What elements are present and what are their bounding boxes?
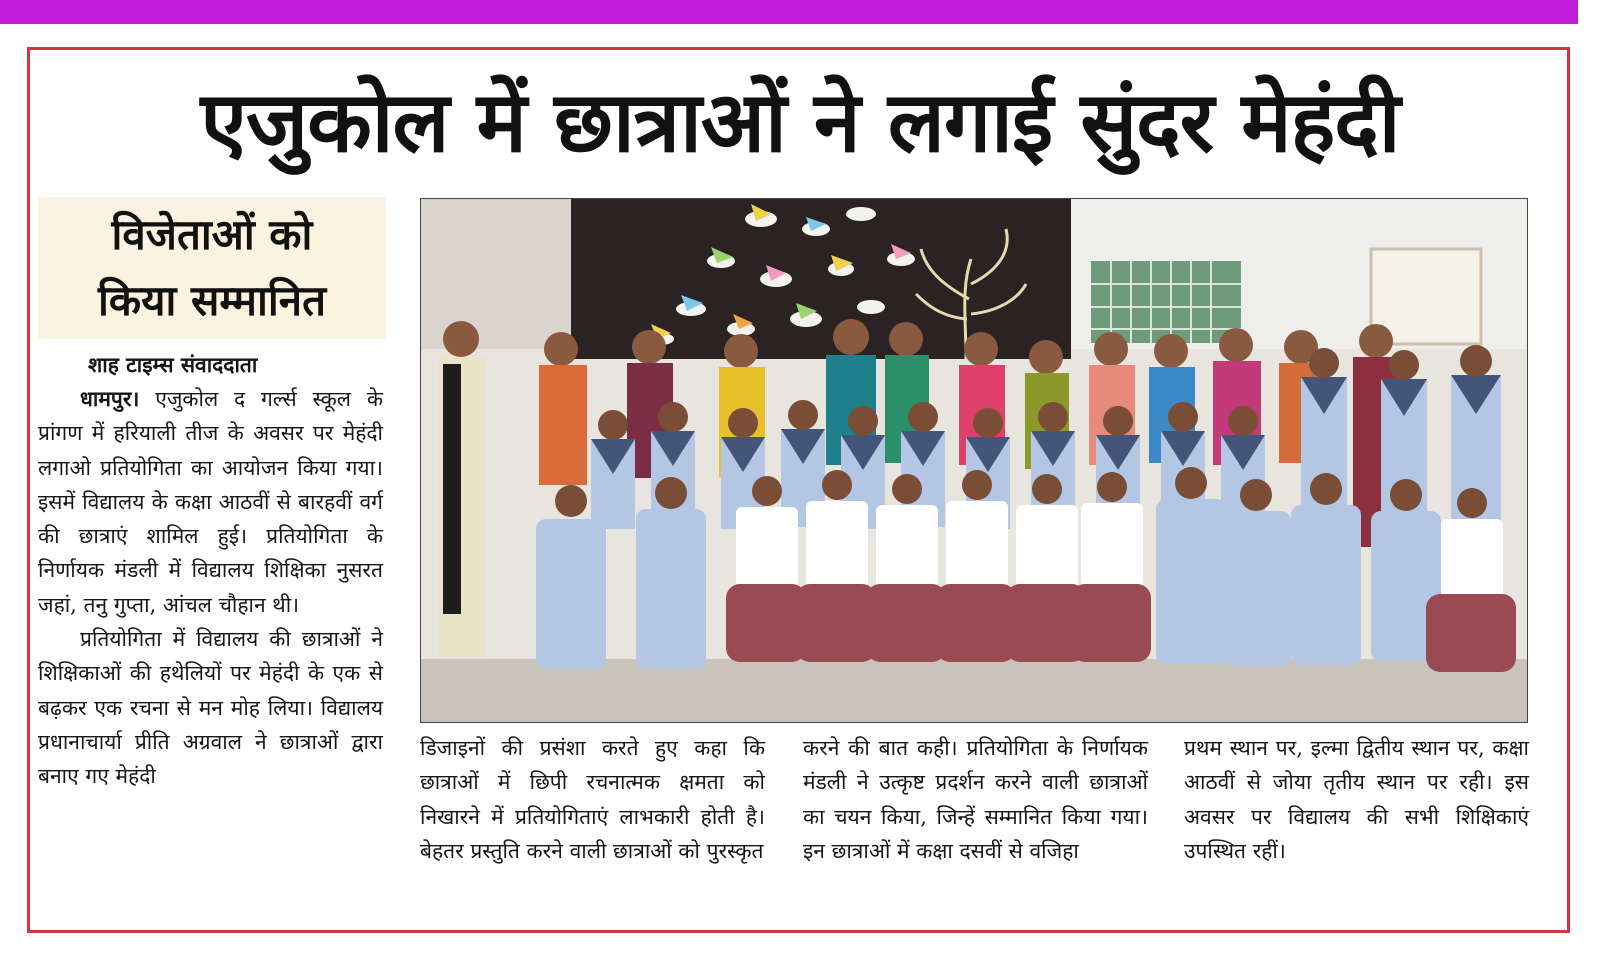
article-column-3 [803, 731, 1148, 906]
subheadline-line1: विजेताओं को [111, 210, 313, 259]
article-paragraph-1 [38, 382, 383, 622]
article-paragraph-2: प्रतियोगिता में विद्यालय की छात्राओं ने शिक्षिकाओं की हथेलियों पर मेहंदी के एक से बढ़कर एक रचना से मन मोह लिया। विद्यालय प्रधानाचार्या प्रीति अग्रवाल ने छात्राओं द्वारा बनाए गए मेहंदी [38, 627, 383, 789]
article-column-2 [420, 731, 765, 906]
subheadline-line2: किया सम्मानित [97, 276, 327, 325]
next-headline-text [30, 943, 1550, 976]
top-color-band [0, 0, 1578, 24]
article-text-1: एजुकोल द गर्ल्स स्कूल के प्रांगण में हरियाली तीज के अवसर पर मेहंदी लगाओ प्रतियोगिता का आयोजन किया गया। इसमें विद्यालय के कक्षा आठवीं से बारहवीं वर्ग की छात्राएं शामिल हुई। प्रतियोगिता के निर्णायक मंडली में विद्यालय शिक्षिका नुसरत जहां, तनु गुप्ता, आंचल चौहान थी। [38, 387, 383, 617]
group-photo [420, 198, 1528, 723]
article-paragraph-3: डिजाइनों की प्रसंशा करते हुए कहा कि छात्राओं में छिपी रचनात्मक क्षमता को निखारने में प्रतियोगिताएं लाभकारी होती है। बेहतर प्रस्तुति करने वाली छात्राओं को पुरस्कृत [420, 736, 765, 863]
article-paragraph-5: प्रथम स्थान पर, इल्मा द्वितीय स्थान पर, कक्षा आठवीं से जोया तृतीय स्थान पर रही। इस अवसर पर विद्यालय की सभी शिक्षिकाएं उपस्थित रहीं। [1184, 736, 1529, 863]
article-column-1 [38, 382, 383, 902]
article-column-4 [1184, 731, 1529, 906]
subheadline [38, 197, 386, 339]
next-headline-fragment [30, 943, 1550, 976]
byline: शाह टाइम्स संवाददाता [88, 352, 258, 377]
dateline-place: धामपुर। [80, 386, 140, 411]
article-paragraph-4: करने की बात कही। प्रतियोगिता के निर्णायक मंडली ने उत्कृष्ट प्रदर्शन करने वाली छात्राओं का चयन किया, जिन्हें सम्मानित किया गया। इन छात्राओं में कक्षा दसवीं से वजिहा [803, 736, 1148, 863]
headline: एजुकोल में छात्राओं ने लगाई सुंदर मेहंदी [200, 73, 1400, 171]
subheadline-box [38, 197, 386, 339]
group-photo-illustration [421, 199, 1527, 722]
